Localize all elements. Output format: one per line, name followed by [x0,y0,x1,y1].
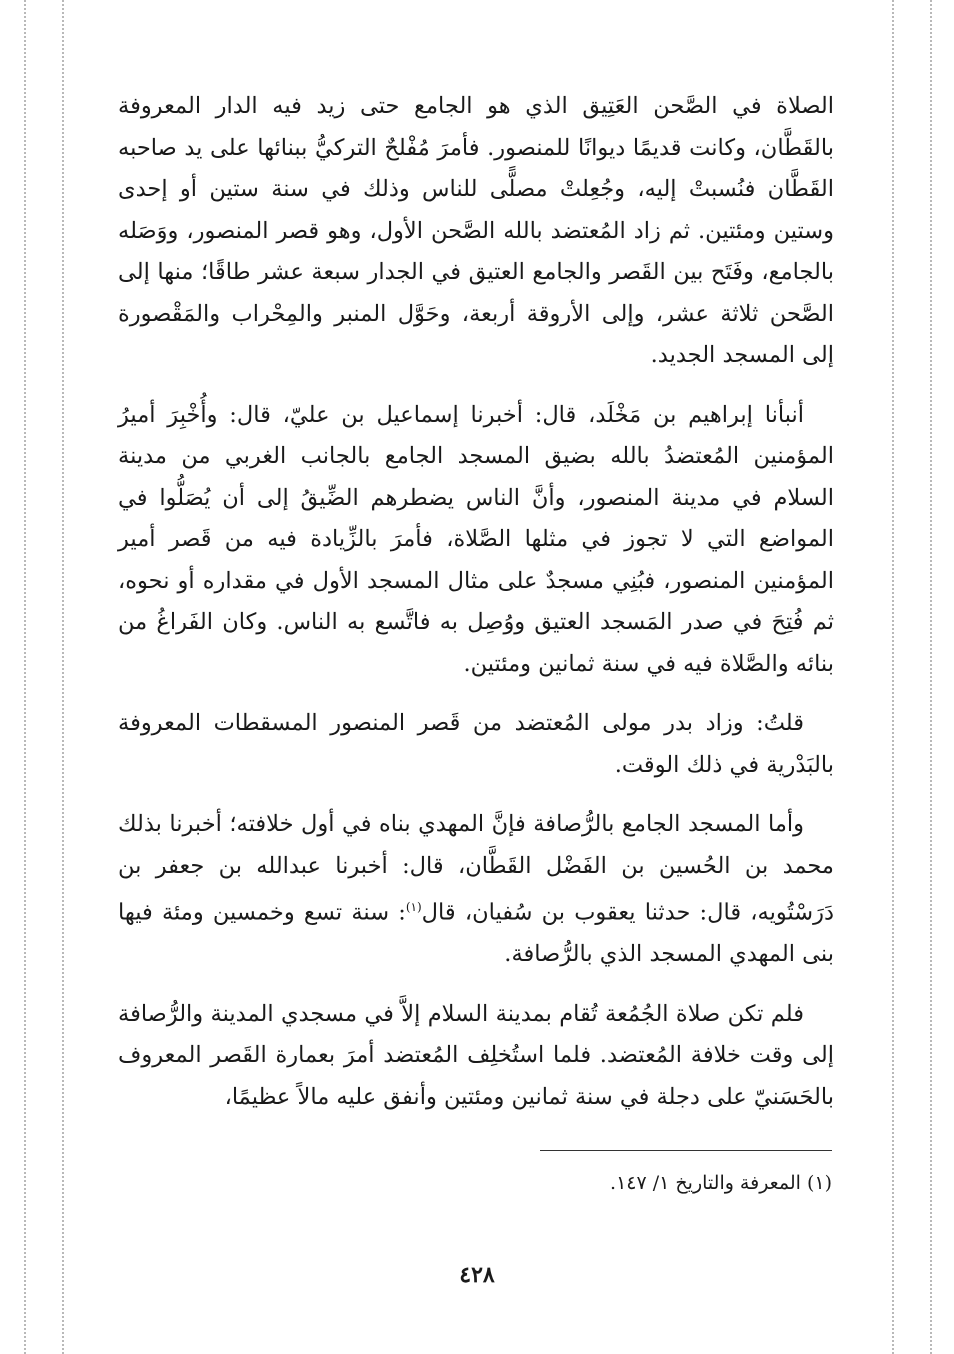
scan-guide-right [930,0,932,1354]
paragraph-1: الصلاة في الصَّحن العَتِيق الذي هو الجامع حتى زيد فيه الدار المعروفة بالقَطَّان، وكانت قديمًا ديوانًا للمنصور. فأمرَ مُفْلحٌ التركيُّ ببنائها على يد صاحبه القَطَّان فنُسبتْ إليه، وجُعِلتْ مصلًّى للناس وذلك في سنة ستين أو إحدى وستين ومئتين. ثم زاد المُعتضد بالله الصَّحن الأول، وهو قصر المنصور، ووَصَله بالجامع، وفَتَح بين القَصر والجامع العتيق في الجدار سبعة عشر طاقًا؛ منها إلى الصَّحن ثلاثة عشر، وإلى الأروقة أربعة، وحَوَّل المنبر والمِحْراب والمَقْصورة إلى المسجد الجديد. [118,93,834,368]
scan-guide-right-inner [892,0,894,1354]
footnote: (١) المعرفة والتاريخ ١/ ١٤٧. [610,1172,832,1194]
paragraph-2: أنبأنا إبراهيم بن مَخْلَد، قال: أخبرنا إسماعيل بن عليّ، قال: وأُخْبِرَ أميرُ المؤمنين المُعتضدُ بالله بضيق المسجد الجامع بالجانب الغربي من مدينة السلام في مدينة المنصور، وأنَّ الناس يضطرهم الضِّيقُ إلى أن يُصَلُّوا في المواضع التي لا تجوز في مثلها الصَّلاة، فأمرَ بالزِّيادة فيه من قَصر أمير المؤمنين المنصور، فبُنِي مسجدٌ على مثال المسجد الأول في مقداره أو نحوه، ثم فُتِحَ في صدر المَسجد العتيق ووُصِل به فاتَّسع به الناس. وكان الفَراغُ من بنائه والصَّلاة فيه في سنة ثمانين ومئتين. [118,401,834,677]
page-number: ٤٢٨ [459,1262,495,1288]
paragraph-3: قلتُ: وزاد بدر مولى المُعتضد من قَصر المنصور المسقطات المعروفة بالبَدْرية في ذلك الوقت. [118,710,834,778]
footnote-divider [540,1150,832,1151]
paragraph-4 [118,804,834,976]
scan-guide-left-inner [62,0,64,1354]
paragraph-4-tail: : سنة تسع وخمسين ومئة فيها بنى المهدي المسجد الذي بالرُّصافة. [118,899,834,967]
footnote-marker: (١) [405,900,422,914]
paragraph-5: فلم تكن صلاة الجُمُعة تُقام بمدينة السلام إلاَّ في مسجدي المدينة والرُّصافة إلى وقت خلافة المُعتضد. فلما استُخلِف المُعتضد أمرَ بعمارة القَصر المعروف بالحَسَنيّ على دجلة في سنة ثمانين ومئتين وأنفق عليه مالاً عظيمًا، [118,1000,834,1110]
body-text [118,86,834,1136]
paragraph-4-text: وأما المسجد الجامع بالرُّصافة فإنَّ المهدي بناه في أول خلافته؛ أخبرنا بذلك محمد بن الحُسين بن الفَضْل القَطَّان، قال: أخبرنا عبدالله بن جعفر بن دَرَسْتُويه، قال: حدثنا يعقوب بن سُفيان، قال [118,811,835,926]
scan-guide-left [24,0,26,1354]
